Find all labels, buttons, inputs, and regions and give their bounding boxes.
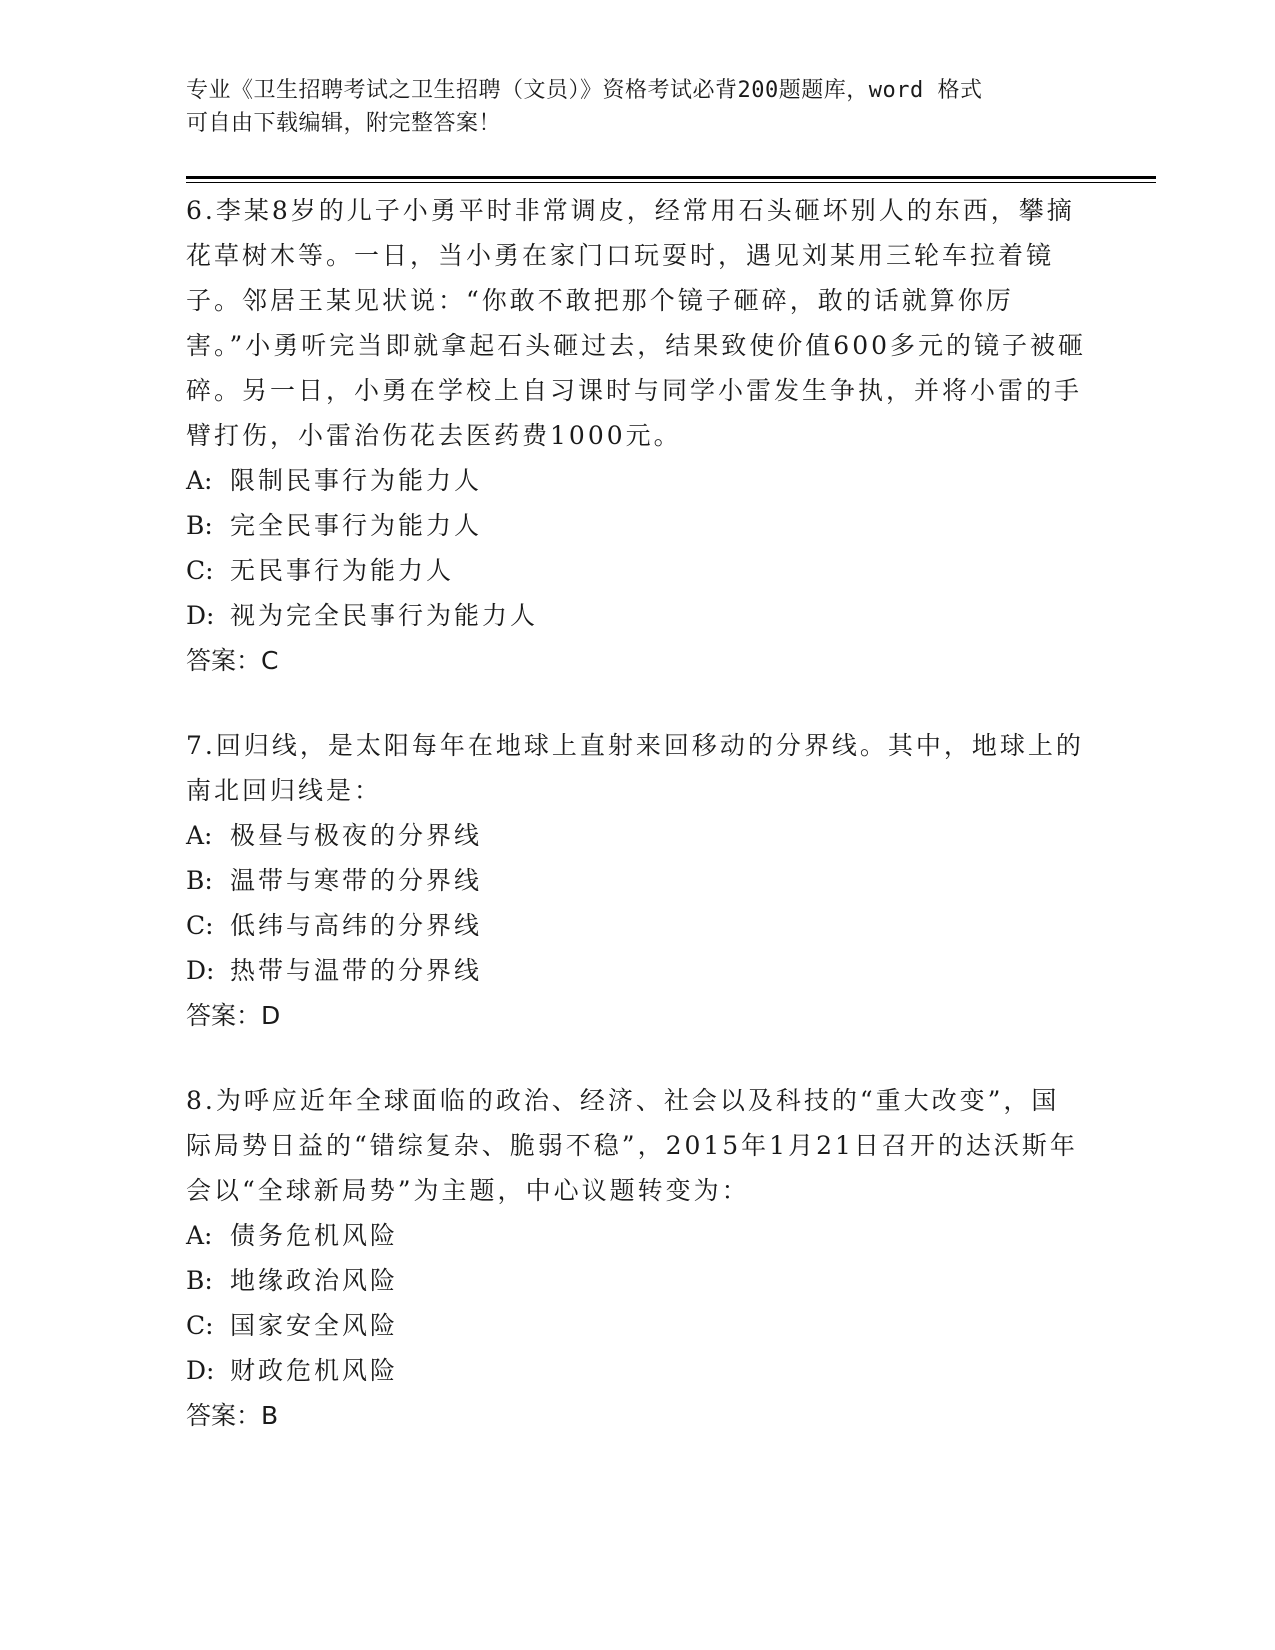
option-letter: D: (186, 1356, 215, 1385)
option-text: 完全民事行为能力人 (230, 511, 483, 540)
option-text: 热带与温带的分界线 (230, 956, 483, 985)
option-letter: D: (186, 956, 215, 985)
option-d (186, 593, 1086, 638)
header-rule-thin (186, 182, 1156, 183)
option-text: 国家安全风险 (230, 1311, 399, 1340)
question-6 (186, 188, 1086, 683)
answer: 答案：C (186, 646, 279, 675)
question-stem: 8.为呼应近年全球面临的政治、经济、社会以及科技的“重大改变”，国际局势日益的“错综复杂、脆弱不稳”，2015年1月21日召开的达沃斯年会以“全球新局势”为主题，中心议题转变为： (186, 1086, 1078, 1205)
question-8 (186, 1078, 1086, 1438)
header-line-2: 可自由下载编辑，附完整答案！ (186, 111, 502, 136)
option-b (186, 503, 1086, 548)
question-7 (186, 723, 1086, 1038)
option-letter: A: (186, 466, 213, 495)
question-list (186, 188, 1086, 1478)
option-text: 低纬与高纬的分界线 (230, 911, 483, 940)
option-text: 地缘政治风险 (230, 1266, 399, 1295)
option-letter: C: (186, 556, 214, 585)
option-letter: B: (186, 866, 213, 895)
question-stem: 7.回归线，是太阳每年在地球上直射来回移动的分界线。其中，地球上的南北回归线是： (186, 731, 1084, 805)
question-stem: 6.李某8岁的儿子小勇平时非常调皮，经常用石头砸坏别人的东西，攀摘花草树木等。一日，当小勇在家门口玩耍时，遇见刘某用三轮车拉着镜子。邻居王某见状说：“你敢不敢把那个镜子砸碎，敢的话就算你厉害。”小勇听完当即就拿起石头砸过去，结果致使价值600多元的镜子被砸碎。另一日，小勇在学校上自习课时与同学小雷发生争执，并将小雷的手臂打伤，小雷治伤花去医药费1000元。 (186, 196, 1087, 450)
option-text: 无民事行为能力人 (230, 556, 455, 585)
option-text: 财政危机风险 (230, 1356, 399, 1385)
option-letter: D: (186, 601, 215, 630)
option-d (186, 1348, 1086, 1393)
option-text: 温带与寒带的分界线 (230, 866, 483, 895)
option-letter: A: (186, 821, 213, 850)
option-letter: C: (186, 911, 214, 940)
option-letter: C: (186, 1311, 214, 1340)
option-b (186, 1258, 1086, 1303)
option-d (186, 948, 1086, 993)
document-header (186, 74, 1066, 140)
answer: 答案：D (186, 1001, 281, 1030)
option-letter: A: (186, 1221, 213, 1250)
option-a (186, 458, 1086, 503)
option-c (186, 903, 1086, 948)
option-c (186, 1303, 1086, 1348)
option-letter: B: (186, 511, 213, 540)
option-b (186, 858, 1086, 903)
header-rule-thick (186, 176, 1156, 179)
option-a (186, 813, 1086, 858)
answer: 答案：B (186, 1401, 279, 1430)
option-c (186, 548, 1086, 593)
option-text: 债务危机风险 (230, 1221, 399, 1250)
option-text: 限制民事行为能力人 (230, 466, 483, 495)
header-line-1: 专业《卫生招聘考试之卫生招聘（文员）》资格考试必背200题题库，word 格式 (186, 78, 983, 103)
option-text: 极昼与极夜的分界线 (230, 821, 483, 850)
option-a (186, 1213, 1086, 1258)
option-text: 视为完全民事行为能力人 (230, 601, 539, 630)
option-letter: B: (186, 1266, 213, 1295)
